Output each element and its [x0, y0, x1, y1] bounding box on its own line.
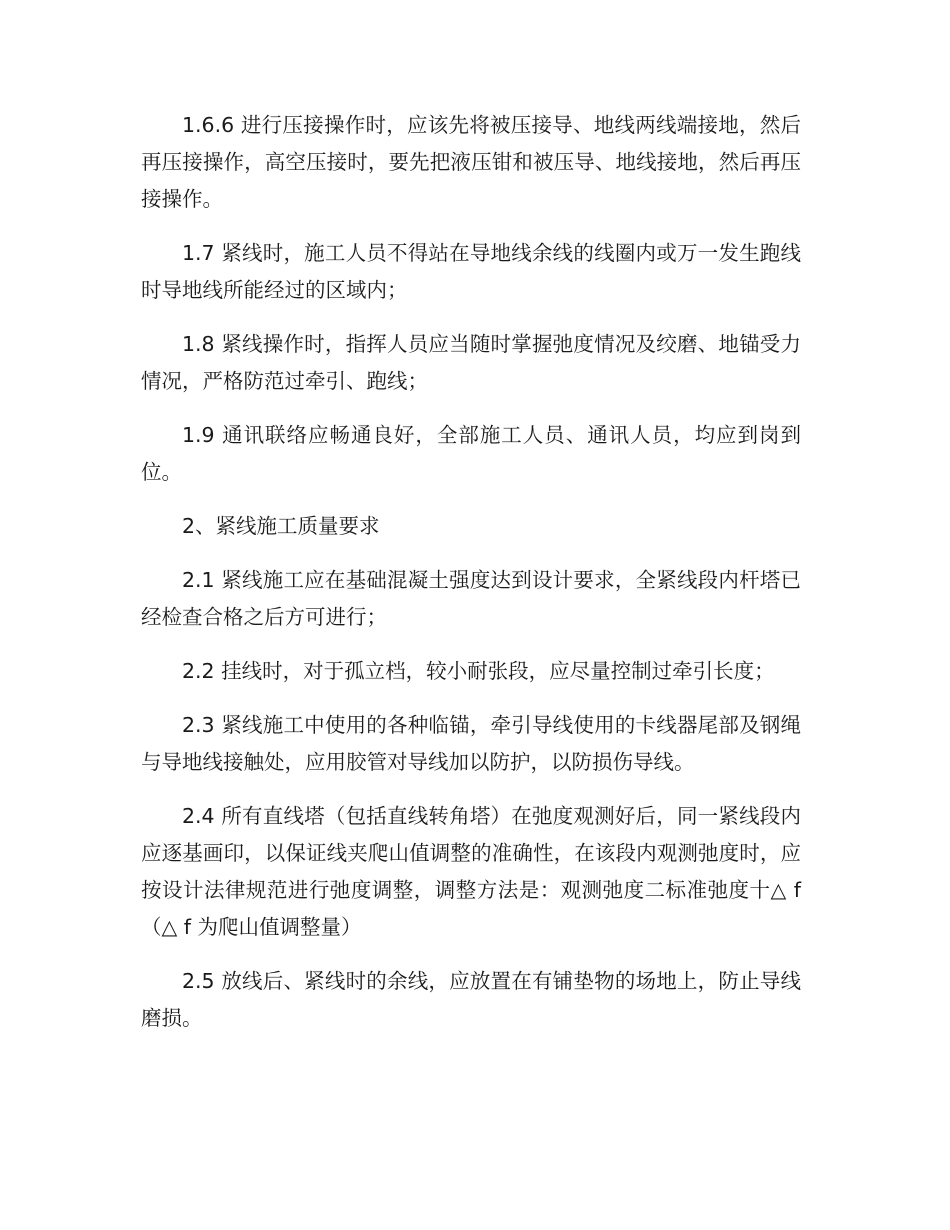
paragraph-2-4: 2.4 所有直线塔（包括直线转角塔）在弛度观测好后，同一紧线段内应逐基画印，以保证线夹爬山值调整的准确性，在该段内观测弛度时，应按设计法律规范进行弛度调整，调整方法是：观测弛度二标准弛度十△ f （△ f 为爬山值调整量）: [141, 804, 801, 939]
document-body: [141, 107, 801, 1054]
paragraph-2-1: 2.1 紧线施工应在基础混凝土强度达到设计要求，全紧线段内杆塔已经检查合格之后方可进行；: [141, 568, 801, 629]
paragraph-1-6-6: 1.6.6 进行压接操作时，应该先将被压接导、地线两线端接地，然后再压接操作，高空压接时，要先把液压钳和被压导、地线接地，然后再压接操作。: [141, 113, 801, 211]
paragraph-1-9: 1.9 通讯联络应畅通良好，全部施工人员、通讯人员，均应到岗到位。: [141, 423, 801, 484]
paragraph-1-7: 1.7 紧线时，施工人员不得站在导地线余线的线圈内或万一发生跑线时导地线所能经过的区域内；: [141, 241, 801, 302]
section-heading-2: 2、紧线施工质量要求: [182, 514, 380, 538]
paragraph-1-8: 1.8 紧线操作时，指挥人员应当随时掌握弛度情况及绞磨、地锚受力情况，严格防范过牵引、跑线；: [141, 332, 801, 393]
paragraph-2-3: 2.3 紧线施工中使用的各种临锚，牵引导线使用的卡线器尾部及钢绳与导地线接触处，应用胶管对导线加以防护，以防损伤导线。: [141, 713, 801, 774]
paragraph-2-5: 2.5 放线后、紧线时的余线，应放置在有铺垫物的场地上，防止导线磨损。: [141, 969, 801, 1030]
paragraph-2-2: 2.2 挂线时，对于孤立档，较小耐张段，应尽量控制过牵引长度；: [182, 659, 775, 683]
